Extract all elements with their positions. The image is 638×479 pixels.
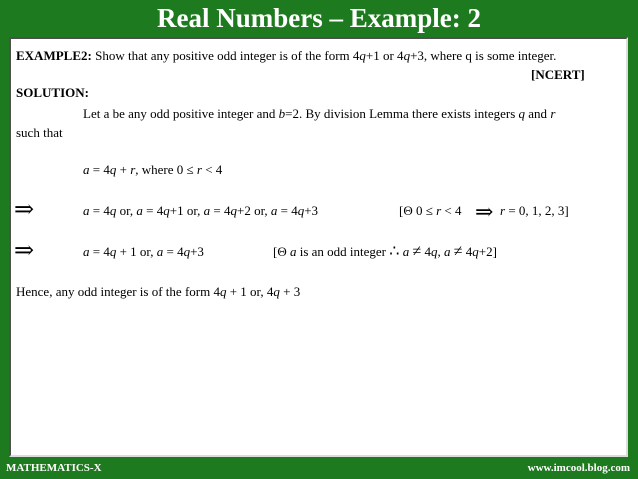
source-tag: [NCERT] [531, 67, 585, 82]
content-panel [9, 37, 628, 457]
solution-label: SOLUTION: [16, 85, 89, 100]
footer-subject: MATHEMATICS-X [6, 462, 102, 474]
conclusion: Hence, any odd integer is of the form 4q + 1 or, 4q + 3 [16, 284, 301, 299]
implies-arrow-inline: ⇒ [475, 199, 494, 224]
example-statement: EXAMPLE2: Show that any positive odd integer is of the form 4q+1 or 4q+3, where q is some integer. [16, 48, 557, 63]
solution-line-1: Let a be any odd positive integer and b=2. By division Lemma there exists integers q and r [83, 106, 556, 121]
implies-arrow-1: ⇒ [14, 197, 35, 223]
equation-3: a = 4q + 1 or, a = 4q+3 [83, 244, 204, 259]
slide-title: Real Numbers – Example: 2 [157, 3, 481, 33]
example-label: EXAMPLE2: [16, 48, 92, 63]
implies-arrow-2: ⇒ [14, 238, 35, 264]
equation-1: a = 4q + r, where 0 ≤ r < 4 [83, 162, 223, 177]
reason-bracket-1-values: r = 0, 1, 2, 3] [500, 203, 569, 218]
reason-bracket-2: [Θ a is an odd integer ∴ a ≠ 4q, a ≠ 4q+2] [273, 243, 497, 260]
footer-website: www.imcool.blog.com [527, 462, 630, 474]
equation-2: a = 4q or, a = 4q+1 or, a = 4q+2 or, a = 4q+3 [83, 203, 319, 218]
reason-bracket-1: [Θ 0 ≤ r < 4 [399, 203, 462, 218]
solution-line-2: such that [16, 125, 63, 140]
therefore-symbol: ∴ [389, 243, 400, 260]
